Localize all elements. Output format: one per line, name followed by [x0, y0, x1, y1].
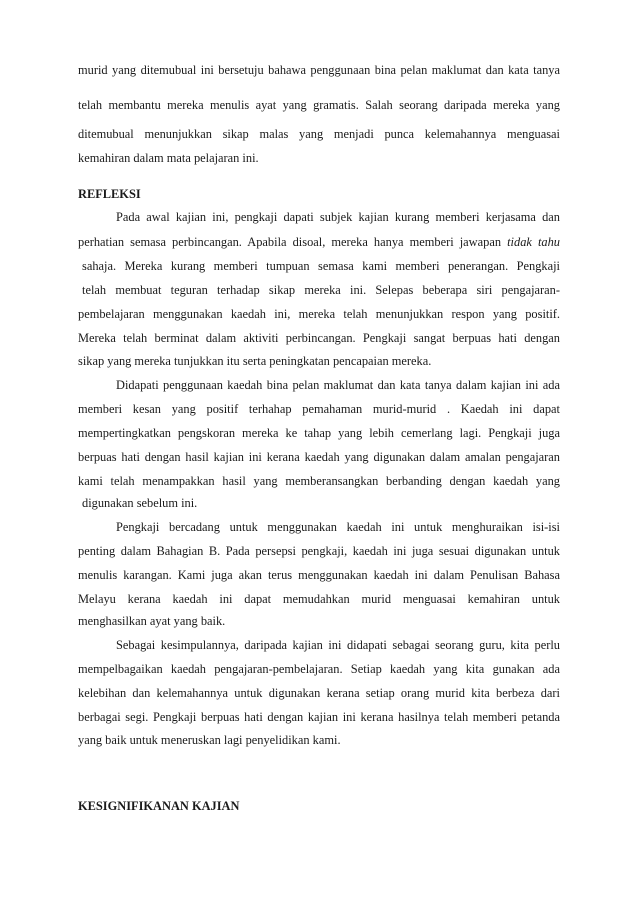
paragraph-line: Melayu kerana kaedah ini dapat memudahkan murid menguasai kemahiran untuk	[78, 592, 560, 606]
paragraph-text: perhatian semasa perbincangan. Apabila disoal, mereka hanya memberi jawapan	[78, 235, 508, 249]
paragraph-line: Pengkaji bercadang untuk menggunakan kaedah ini untuk menghuraikan isi-isi	[116, 520, 560, 534]
paragraph-line: Pada awal kajian ini, pengkaji dapati subjek kajian kurang memberi kerjasama dan	[116, 210, 560, 224]
paragraph-line: memberi kesan yang positif terhahap pemahaman murid-murid . Kaedah ini dapat	[78, 402, 560, 416]
paragraph-line: Sebagai kesimpulannya, daripada kajian ini didapati sebagai seorang guru, kita perlu	[116, 638, 560, 652]
paragraph-line: berpuas hati dengan hasil kajian ini kerana kaedah yang digunakan dalam amalan pengajaran	[78, 450, 560, 464]
paragraph-line: berbagai segi. Pengkaji berpuas hati dengan kajian ini kerana hasilnya telah memberi petanda	[78, 710, 560, 724]
paragraph-line: menghasilkan ayat yang baik.	[78, 614, 226, 628]
paragraph-line: penting dalam Bahagian B. Pada persepsi pengkaji, kaedah ini juga sesuai digunakan untuk	[78, 544, 560, 558]
paragraph-line: Mereka telah berminat dalam aktiviti perbincangan. Pengkaji sangat berpuas hati dengan	[78, 331, 560, 345]
paragraph-line: kelebihan dan kelemahannya untuk digunakan kerana setiap orang murid kita berbeza dari	[78, 686, 560, 700]
paragraph-line	[78, 234, 560, 250]
paragraph-line: Didapati penggunaan kaedah bina pelan maklumat dan kata tanya dalam kajian ini ada	[116, 378, 560, 392]
paragraph-line: sikap yang mereka tunjukkan itu serta peningkatan pencapaian mereka.	[78, 354, 432, 368]
paragraph-line: mempelbagaikan kaedah pengajaran-pembelajaran. Setiap kaedah yang kita gunakan ada	[78, 662, 560, 676]
paragraph-line: pembelajaran menggunakan kaedah ini, mereka telah menunjukkan respon yang positif.	[78, 307, 560, 321]
paragraph-line: sahaja. Mereka kurang memberi tumpuan semasa kami memberi penerangan. Pengkaji	[82, 259, 560, 273]
section-heading-refleksi: REFLEKSI	[78, 187, 141, 201]
paragraph-line: mempertingkatkan pengskoran mereka ke tahap yang lebih cemerlang lagi. Pengkaji juga	[78, 426, 560, 440]
paragraph-line: menulis karangan. Kami juga akan terus menggunakan kaedah ini dalam Penulisan Bahasa	[78, 568, 560, 582]
intro-line: kemahiran dalam mata pelajaran ini.	[78, 151, 259, 165]
section-heading-kesignifikanan: KESIGNIFIKANAN KAJIAN	[78, 799, 240, 813]
intro-line: telah membantu mereka menulis ayat yang gramatis. Salah seorang daripada mereka yang	[78, 98, 560, 112]
paragraph-line: digunakan sebelum ini.	[82, 496, 198, 510]
paragraph-line: yang baik untuk meneruskan lagi penyelidikan kami.	[78, 733, 341, 747]
intro-line: ditemubual menunjukkan sikap malas yang menjadi punca kelemahannya menguasai	[78, 127, 560, 141]
italic-phrase: tidak tahu	[507, 235, 561, 249]
paragraph-line: telah membuat teguran terhadap sikap mereka ini. Selepas beberapa siri pengajaran-	[82, 283, 560, 297]
paragraph-line: kami telah menampakkan hasil yang memberansangkan berbanding dengan kaedah yang	[78, 474, 560, 488]
intro-line: murid yang ditemubual ini bersetuju bahawa penggunaan bina pelan maklumat dan kata tanya	[78, 63, 560, 77]
